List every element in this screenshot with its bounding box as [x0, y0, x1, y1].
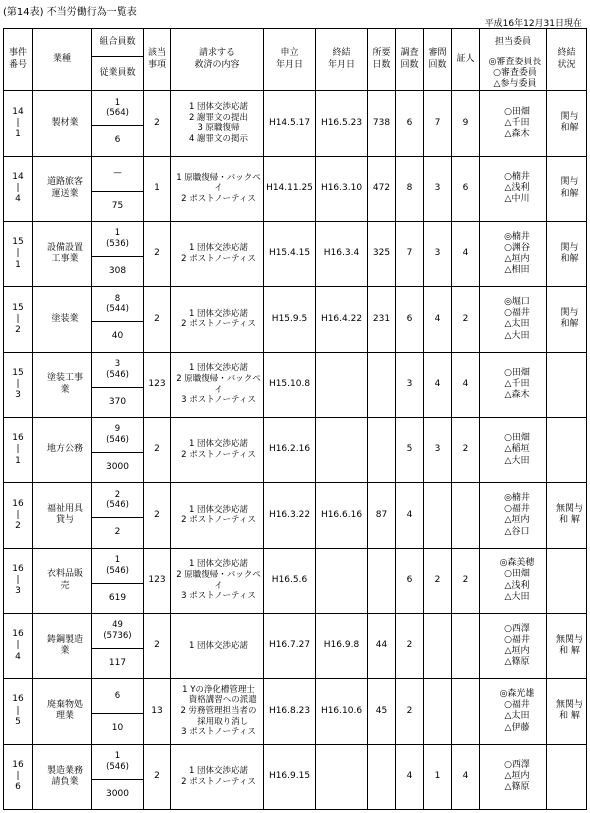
header-concluded: 終結 年月日 [316, 29, 368, 91]
employees-cell: 3000 [92, 453, 144, 483]
header-relief: 請求する 救済の内容 [171, 29, 264, 91]
witnesses-cell [452, 613, 480, 678]
investigations-cell: 6 [396, 548, 424, 613]
relief-cell: 1 原職復帰・バックペイ 2 ポストノーティス [171, 156, 264, 221]
investigations-cell: 6 [396, 91, 424, 156]
industry-cell: 鋳鋼製造 業 [33, 613, 92, 678]
commissioners-cell: ○楠井 △浅利 △中川 [480, 156, 547, 221]
union-members-cell: 1 (546) [92, 744, 144, 779]
union-members-cell: 1 (546) [92, 548, 144, 583]
industry-cell: 福祉用具 貸与 [33, 483, 92, 548]
hearings-cell: 2 [424, 548, 452, 613]
header-witnesses: 証人 [452, 29, 480, 91]
hearings-cell [424, 483, 452, 548]
employees-cell: 40 [92, 322, 144, 352]
hearings-cell: 3 [424, 156, 452, 221]
union-members-cell: 49 (5736) [92, 613, 144, 648]
applicable-items-cell: 2 [144, 91, 171, 156]
industry-cell: 地方公務 [33, 417, 92, 482]
conclusion-cell: 関与 和解 [547, 156, 587, 221]
conclusion-cell: 関与 和解 [547, 221, 587, 286]
relief-cell: 1 団体交渉応諾 2 原職復帰・バックペイ 3 ポストノーティス [171, 352, 264, 417]
commissioners-cell: ◎楠井 ○渊谷 △垣内 △相田 [480, 221, 547, 286]
concluded-date-cell: H16.10.6 [316, 679, 368, 744]
applicable-items-cell: 2 [144, 483, 171, 548]
union-members-cell: 3 (546) [92, 352, 144, 387]
employees-cell: 6 [92, 126, 144, 156]
commissioners-cell: ◎森光雄 ○福井 △太田 △伊藤 [480, 679, 547, 744]
days-cell [368, 548, 396, 613]
union-members-cell: — [92, 156, 144, 191]
concluded-date-cell: H16.3.4 [316, 221, 368, 286]
filed-date-cell: H16.8.23 [264, 679, 316, 744]
applicable-items-cell: 123 [144, 352, 171, 417]
industry-cell: 塗装工事 業 [33, 352, 92, 417]
relief-cell: 1 団体交渉応諾 2 ポストノーティス [171, 744, 264, 809]
relief-cell: 1 団体交渉応諾 [171, 613, 264, 678]
union-members-cell: 2 (546) [92, 483, 144, 518]
days-cell [368, 417, 396, 482]
industry-cell: 塗装業 [33, 287, 92, 352]
days-cell: 87 [368, 483, 396, 548]
filed-date-cell: H16.5.6 [264, 548, 316, 613]
investigations-cell: 4 [396, 744, 424, 809]
investigations-cell: 6 [396, 287, 424, 352]
employees-cell: 117 [92, 649, 144, 679]
witnesses-cell: 2 [452, 287, 480, 352]
concluded-date-cell: H16.3.10 [316, 156, 368, 221]
concluded-date-cell [316, 548, 368, 613]
case-no-cell: 14 | 1 [4, 91, 33, 156]
days-cell: 44 [368, 613, 396, 678]
industry-cell: 衣料品販 売 [33, 548, 92, 613]
header-union-members: 組合員数 [92, 29, 144, 57]
hearings-cell: 3 [424, 221, 452, 286]
union-members-cell: 1 (564) [92, 91, 144, 126]
header-days: 所要 日数 [368, 29, 396, 91]
investigations-cell: 4 [396, 483, 424, 548]
hearings-cell: 1 [424, 744, 452, 809]
unfair-labor-practice-table [3, 28, 587, 810]
case-no-cell: 15 | 1 [4, 221, 33, 286]
employees-cell: 10 [92, 714, 144, 744]
commissioners-cell: ○西澤 ○福井 △垣内 △篠原 [480, 613, 547, 678]
case-no-cell: 14 | 4 [4, 156, 33, 221]
employees-cell: 2 [92, 518, 144, 548]
employees-cell: 619 [92, 583, 144, 613]
as-of-date: 平成16年12月31日現在 [484, 19, 582, 29]
concluded-date-cell: H16.5.23 [316, 91, 368, 156]
concluded-date-cell [316, 744, 368, 809]
header-case-no: 事件 番号 [4, 29, 33, 91]
commissioners-cell: ○田畑 △千田 △森木 [480, 352, 547, 417]
conclusion-cell: 無関与 和 解 [547, 679, 587, 744]
commissioners-cell: ○西澤 △垣内 △篠原 [480, 744, 547, 809]
relief-cell: 1 Yの浄化槽管理士 資格講習への派遣 2 労務管理担当者の 採用取り消し 3 ポストノーティス [171, 679, 264, 744]
header-commissioners-title: 担当委員 [480, 29, 547, 57]
industry-cell: 製造業務 請負業 [33, 744, 92, 809]
case-no-cell: 16 | 4 [4, 613, 33, 678]
days-cell: 738 [368, 91, 396, 156]
industry-cell: 廃棄物処 理業 [33, 679, 92, 744]
industry-cell: 設備設置 工事業 [33, 221, 92, 286]
concluded-date-cell: H16.9.8 [316, 613, 368, 678]
applicable-items-cell: 123 [144, 548, 171, 613]
filed-date-cell: H16.9.15 [264, 744, 316, 809]
table-row [4, 352, 587, 387]
industry-cell: 製材業 [33, 91, 92, 156]
case-no-cell: 16 | 6 [4, 744, 33, 809]
witnesses-cell [452, 679, 480, 744]
witnesses-cell: 4 [452, 221, 480, 286]
filed-date-cell: H16.2.16 [264, 417, 316, 482]
commissioners-cell: ◎楠井 ○福井 △垣内 △谷口 [480, 483, 547, 548]
commissioners-cell: ○田畑 △千田 △森木 [480, 91, 547, 156]
relief-cell: 1 団体交渉応諾 2 ポストノーティス [171, 417, 264, 482]
witnesses-cell: 6 [452, 156, 480, 221]
conclusion-cell [547, 417, 587, 482]
union-members-cell: 8 (544) [92, 287, 144, 322]
investigations-cell: 2 [396, 679, 424, 744]
hearings-cell [424, 613, 452, 678]
investigations-cell: 7 [396, 221, 424, 286]
conclusion-cell: 関与 和解 [547, 91, 587, 156]
days-cell: 45 [368, 679, 396, 744]
relief-cell: 1 団体交渉応諾 2 謝罪文の提出 3 原職復帰 4 謝罪文の掲示 [171, 91, 264, 156]
header-conclusion: 終結 状況 [547, 29, 587, 91]
commissioners-cell: ◎森美穂 ○田畑 △浅利 △大田 [480, 548, 547, 613]
investigations-cell: 5 [396, 417, 424, 482]
table-row [4, 221, 587, 256]
filed-date-cell: H16.3.22 [264, 483, 316, 548]
case-no-cell: 16 | 1 [4, 417, 33, 482]
commissioners-cell: ○田畑 △稲垣 △大田 [480, 417, 547, 482]
header-commissioners-legend: ◎審査委員長 ○審査委員 △参与委員 [480, 57, 547, 91]
table-row [4, 287, 587, 322]
conclusion-cell: 無関与 和 解 [547, 613, 587, 678]
concluded-date-cell [316, 417, 368, 482]
table-row [4, 548, 587, 583]
days-cell [368, 744, 396, 809]
header-employees: 従業員数 [92, 57, 144, 91]
applicable-items-cell: 2 [144, 417, 171, 482]
table-row [4, 417, 587, 452]
applicable-items-cell: 2 [144, 744, 171, 809]
conclusion-cell [547, 744, 587, 809]
days-cell: 325 [368, 221, 396, 286]
table-row [4, 91, 587, 126]
hearings-cell: 4 [424, 352, 452, 417]
filed-date-cell: H15.10.8 [264, 352, 316, 417]
investigations-cell: 2 [396, 613, 424, 678]
table-row [4, 483, 587, 518]
hearings-cell [424, 679, 452, 744]
case-no-cell: 16 | 5 [4, 679, 33, 744]
case-no-cell: 16 | 2 [4, 483, 33, 548]
table-row [4, 679, 587, 714]
filed-date-cell: H16.7.27 [264, 613, 316, 678]
days-cell [368, 352, 396, 417]
relief-cell: 1 団体交渉応諾 2 ポストノーティス [171, 221, 264, 286]
hearings-cell: 3 [424, 417, 452, 482]
header-industry: 業種 [33, 29, 92, 91]
hearings-cell: 4 [424, 287, 452, 352]
union-members-cell: 1 (536) [92, 221, 144, 256]
employees-cell: 370 [92, 387, 144, 417]
witnesses-cell: 4 [452, 352, 480, 417]
union-members-cell: 9 (546) [92, 417, 144, 452]
witnesses-cell: 9 [452, 91, 480, 156]
document-title: (第14表) 不当労働行為一覧表 [3, 7, 137, 18]
hearings-cell: 7 [424, 91, 452, 156]
header-applicable-items: 該当 事項 [144, 29, 171, 91]
case-no-cell: 16 | 3 [4, 548, 33, 613]
filed-date-cell: H15.4.15 [264, 221, 316, 286]
applicable-items-cell: 13 [144, 679, 171, 744]
filed-date-cell: H15.9.5 [264, 287, 316, 352]
concluded-date-cell: H16.4.22 [316, 287, 368, 352]
applicable-items-cell: 2 [144, 287, 171, 352]
days-cell: 472 [368, 156, 396, 221]
header-filed: 申立 年月日 [264, 29, 316, 91]
filed-date-cell: H14.5.17 [264, 91, 316, 156]
witnesses-cell: 4 [452, 744, 480, 809]
conclusion-cell [547, 352, 587, 417]
witnesses-cell: 2 [452, 417, 480, 482]
investigations-cell: 8 [396, 156, 424, 221]
conclusion-cell: 関与 和解 [547, 287, 587, 352]
concluded-date-cell: H16.6.16 [316, 483, 368, 548]
header-hearings: 審問 回数 [424, 29, 452, 91]
applicable-items-cell: 2 [144, 613, 171, 678]
commissioners-cell: ◎堀口 ○福井 △太田 △大田 [480, 287, 547, 352]
header-investigations: 調査 回数 [396, 29, 424, 91]
filed-date-cell: H14.11.25 [264, 156, 316, 221]
case-no-cell: 15 | 3 [4, 352, 33, 417]
employees-cell: 75 [92, 191, 144, 221]
witnesses-cell [452, 483, 480, 548]
witnesses-cell: 2 [452, 548, 480, 613]
union-members-cell: 6 [92, 679, 144, 714]
concluded-date-cell [316, 352, 368, 417]
investigations-cell: 3 [396, 352, 424, 417]
table-row [4, 744, 587, 779]
employees-cell: 308 [92, 257, 144, 287]
relief-cell: 1 団体交渉応諾 2 ポストノーティス [171, 287, 264, 352]
days-cell: 231 [368, 287, 396, 352]
relief-cell: 1 団体交渉応諾 2 原職復帰・バックペイ 3 ポストノーティス [171, 548, 264, 613]
employees-cell: 3000 [92, 779, 144, 809]
relief-cell: 1 団体交渉応諾 2 ポストノーティス [171, 483, 264, 548]
applicable-items-cell: 2 [144, 221, 171, 286]
table-row [4, 613, 587, 648]
conclusion-cell: 無関与 和 解 [547, 483, 587, 548]
applicable-items-cell: 1 [144, 156, 171, 221]
case-no-cell: 15 | 2 [4, 287, 33, 352]
table-row [4, 156, 587, 191]
industry-cell: 道路旅客 運送業 [33, 156, 92, 221]
conclusion-cell [547, 548, 587, 613]
